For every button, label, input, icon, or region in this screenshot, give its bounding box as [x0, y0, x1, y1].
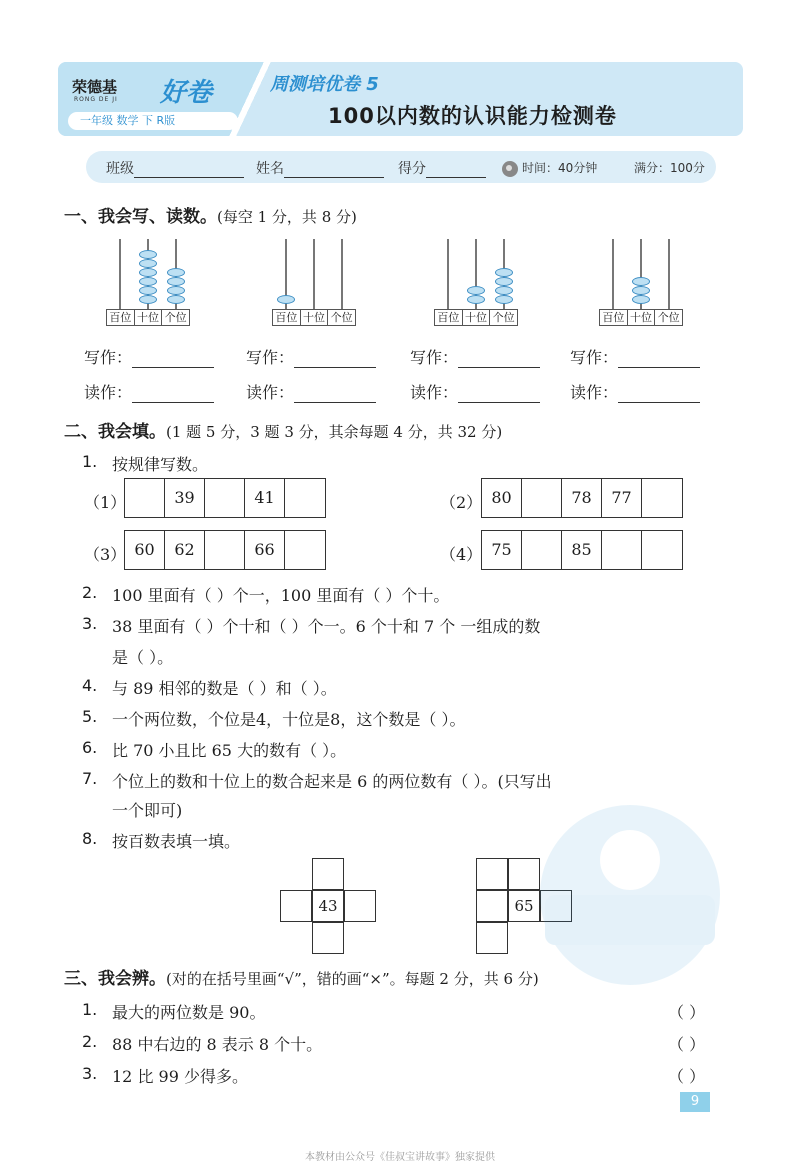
- q7-number: 7.: [82, 769, 98, 788]
- grid1-top[interactable]: [312, 858, 344, 890]
- judge3-number: 3.: [82, 1064, 98, 1083]
- abacus-2: 百位 十位 个位: [272, 242, 356, 326]
- judge1-text: 最大的两位数是 90。: [112, 1003, 266, 1022]
- cell[interactable]: [285, 479, 325, 517]
- grid2-cell[interactable]: [476, 922, 508, 954]
- grid1-left[interactable]: [280, 890, 312, 922]
- section1-title: [64, 202, 357, 227]
- cell[interactable]: [285, 531, 325, 569]
- write-field-1[interactable]: 写作：: [84, 345, 214, 368]
- grid1-right[interactable]: [344, 890, 376, 922]
- section2-title: [64, 417, 502, 442]
- page-title: 100以内数的认识能力检测卷: [328, 104, 617, 128]
- class-label: 班级: [106, 161, 134, 177]
- name-field[interactable]: [256, 158, 384, 178]
- series-title: 周测培优卷 5: [270, 74, 379, 95]
- name-label: 姓名: [256, 161, 284, 177]
- q8-text: 按百数表填一填。: [112, 832, 241, 851]
- page-number: 9: [680, 1092, 710, 1112]
- score-field[interactable]: [398, 158, 486, 178]
- sequence-row-4: [481, 530, 683, 570]
- cell: 41: [245, 479, 285, 517]
- cell[interactable]: [125, 479, 165, 517]
- cell[interactable]: [602, 531, 642, 569]
- cell: 78: [562, 479, 602, 517]
- read-field-1[interactable]: 读作：: [84, 380, 214, 403]
- read-field-4[interactable]: 读作：: [570, 380, 700, 403]
- judge2-text: 88 中右边的 8 表示 8 个十。: [112, 1035, 323, 1054]
- sequence-row-3: [124, 530, 326, 570]
- grid2-cell[interactable]: [476, 890, 508, 922]
- footer-credit: 本教材由公众号《佳叔宝讲故事》独家提供: [305, 1152, 495, 1163]
- q6-text: 比 70 小且比 65 大的数有（ ）。: [112, 741, 347, 760]
- row4-label: （4）: [440, 545, 483, 564]
- q2-number: 2.: [82, 583, 98, 602]
- cell: 75: [482, 531, 522, 569]
- q3-text: 38 里面有（ ）个十和（ ）个一。6 个十和 7 个 一组成的数: [112, 617, 541, 636]
- score-label: 得分: [398, 161, 426, 177]
- sequence-row-1: [124, 478, 326, 518]
- clock-icon: [502, 161, 518, 177]
- row2-label: （2）: [440, 493, 483, 512]
- judge2-answer[interactable]: （ ）: [668, 1035, 706, 1054]
- write-field-2[interactable]: 写作：: [246, 345, 376, 368]
- read-field-3[interactable]: 读作：: [410, 380, 540, 403]
- section3-title: [64, 964, 539, 989]
- cell: 60: [125, 531, 165, 569]
- q6-number: 6.: [82, 738, 98, 757]
- cell[interactable]: [522, 479, 562, 517]
- q3-text-cont: 是（ ）。: [112, 648, 174, 667]
- time-text: 时间：40分钟: [522, 161, 598, 175]
- q7-text-cont: 一个即可): [112, 801, 183, 820]
- abacus-3: 百位 十位 个位: [434, 242, 518, 326]
- row3-label: （3）: [84, 545, 127, 564]
- q5-number: 5.: [82, 707, 98, 726]
- cell[interactable]: [205, 479, 245, 517]
- class-field[interactable]: [106, 158, 244, 178]
- grade-label: 一年级 数学 下 R版: [68, 112, 238, 130]
- brand-name: 荣德基: [72, 78, 118, 96]
- q5-text: 一个两位数，个位是4，十位是8，这个数是（ ）。: [112, 710, 466, 729]
- grid2-cell[interactable]: [476, 858, 508, 890]
- cell: 62: [165, 531, 205, 569]
- cell: 66: [245, 531, 285, 569]
- cell: 85: [562, 531, 602, 569]
- cell[interactable]: [642, 479, 682, 517]
- q3-number: 3.: [82, 614, 98, 633]
- full-score: 满分：100分: [634, 161, 705, 175]
- section2-note: (1 题 5 分，3 题 3 分，其余每题 4 分，共 32 分): [166, 423, 503, 441]
- time-info: [502, 159, 597, 177]
- judge3-text: 12 比 99 少得多。: [112, 1067, 248, 1086]
- q1-text: 按规律写数。: [112, 455, 209, 474]
- watermark-logo: [525, 800, 735, 990]
- brand-subtitle: RONG DE JI: [74, 96, 118, 103]
- grid2-value-cell: 65: [508, 890, 540, 922]
- judge2-number: 2.: [82, 1032, 98, 1051]
- section2-heading: 二、我会填。: [64, 422, 166, 442]
- q7-text: 个位上的数和十位上的数合起来是 6 的两位数有（ ）。(只写出: [112, 772, 552, 791]
- section1-note: (每空 1 分，共 8 分): [217, 208, 357, 226]
- q1-number: 1.: [82, 452, 98, 471]
- header-banner: [58, 62, 743, 136]
- row1-label: （1）: [84, 493, 127, 512]
- logo: 好卷: [160, 78, 213, 108]
- cell: 77: [602, 479, 642, 517]
- q4-text: 与 89 相邻的数是（ ）和（ ）。: [112, 679, 337, 698]
- judge1-answer[interactable]: （ ）: [668, 1003, 706, 1022]
- cell: 80: [482, 479, 522, 517]
- judge3-answer[interactable]: （ ）: [668, 1067, 706, 1086]
- cell[interactable]: [642, 531, 682, 569]
- section3-heading: 三、我会辨。: [64, 969, 166, 989]
- grid1-center: 43: [312, 890, 344, 922]
- q2-text: 100 里面有（ ）个一，100 里面有（ ）个十。: [112, 586, 450, 605]
- info-bar: [86, 151, 716, 183]
- abacus-4: 百位 十位 个位: [599, 242, 683, 326]
- write-field-4[interactable]: 写作：: [570, 345, 700, 368]
- write-field-3[interactable]: 写作：: [410, 345, 540, 368]
- read-field-2[interactable]: 读作：: [246, 380, 376, 403]
- cell[interactable]: [205, 531, 245, 569]
- cell[interactable]: [522, 531, 562, 569]
- abacus-1: 百位 十位 个位: [106, 242, 190, 326]
- sequence-row-2: [481, 478, 683, 518]
- section3-note: (对的在括号里画“√”，错的画“×”。每题 2 分，共 6 分): [166, 970, 539, 988]
- grid1-bottom[interactable]: [312, 922, 344, 954]
- cell: 39: [165, 479, 205, 517]
- section1-heading: 一、我会写、读数。: [64, 207, 217, 227]
- judge1-number: 1.: [82, 1000, 98, 1019]
- q4-number: 4.: [82, 676, 98, 695]
- q8-number: 8.: [82, 829, 98, 848]
